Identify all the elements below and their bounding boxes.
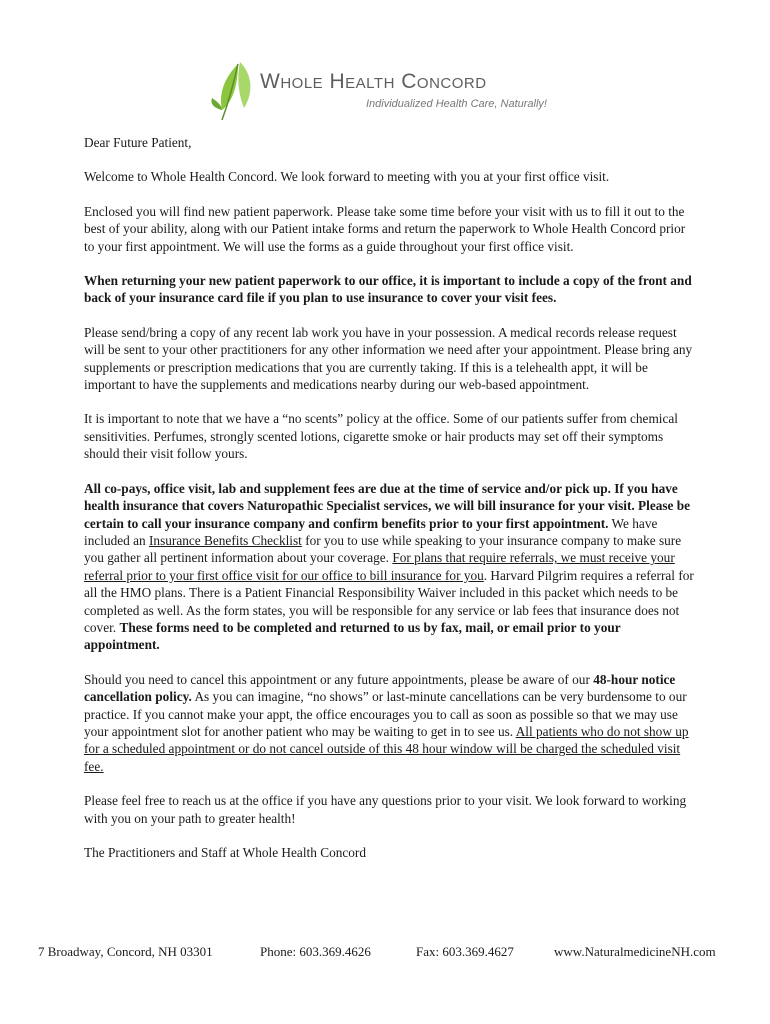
referral-notice: For plans that require referrals, we must receive your referral prior to your first office visit for our office to bill insurance for you (84, 550, 675, 583)
footer-fax: Fax: 603.369.4627 (416, 944, 514, 959)
logo-tagline: Individualized Health Care, Naturally! (366, 98, 547, 110)
logo (208, 58, 568, 124)
forms-notice: These forms need to be completed and returned to us by fax, mail, or email prior to your appointment. (84, 619, 621, 653)
cancellation-text-2: As you can imagine, “no shows” or last-minute cancellations can be very burdensome to our practice. If you cannot make your appt, the office encourages you to call as soon as possible so that we may use your appointment slot for another patient who may be waiting to get in to see us. (84, 689, 687, 739)
paragraph-paperwork: Enclosed you will find new patient paperwork. Please take some time before your visit with us to fill it out to the best of your ability, along with our Patient intake forms and return the paperwork to Whole Health Concord prior to your first appointment. We will use the forms as a guide throughout your first office visit. (84, 203, 686, 254)
paragraph-insurance-card (84, 272, 694, 307)
paragraph-no-scents: It is important to note that we have a “no scents” policy at the office. Some of our patients suffer from chemical sensitivities. Perfumes, strongly scented lotions, cigarette smoke or hair products may set off their symptoms should their visit follow yours. (84, 411, 678, 462)
salutation: Dear Future Patient, (84, 135, 192, 150)
signoff: The Practitioners and Staff at Whole Health Concord (84, 845, 366, 860)
cancellation-policy: 48-hour notice cancellation policy. (84, 671, 676, 705)
fees-text-3: . Harvard Pilgrim requires a referral for all the HMO plans. There is a Patient Financial Responsibility Waiver included in this packet which needs to be completed as well. As the form states, you will be responsible for any service or lab fees that insurance does not cover. (84, 567, 694, 635)
paragraph-fees (84, 480, 694, 654)
footer-website[interactable]: www.NaturalmedicineNH.com (554, 944, 716, 959)
logo-name: Whole Health Concord (260, 70, 487, 93)
no-show-fee-notice: All patients who do not show up for a scheduled appointment or do not cancel outside of this 48 hour window will be charged the scheduled visit fee. (84, 723, 689, 774)
paragraph-cancellation (84, 671, 694, 775)
cancellation-text-1: Should you need to cancel this appointment or any future appointments, please be aware of our (84, 671, 594, 687)
insurance-card-notice: When returning your new patient paperwork to our office, it is important to include a copy of the front and back of your insurance card file if you plan to use insurance to cover your visit fees. (84, 273, 692, 306)
paragraph-lab-work: Please send/bring a copy of any recent lab work you have in your possession. A medical records release request will be sent to your other practitioners for any other information we need after your appointment. Please bring any supplements or prescription medications that you are currently taking. If this is a telehealth appt, it will be important to have the supplements and medications nearby during our web-based appointment. (84, 324, 693, 393)
fees-text-2: for you to use while speaking to your insurance company to make sure you gather all pertinent information about your coverage. (84, 532, 682, 566)
fees-notice: All co-pays, office visit, lab and supplement fees are due at the time of service and/or pick up. If you have health insurance that covers Naturopathic Specialist services, we will bill insurance for your visit. Please be certain to call your insurance company and confirm benefits prior to your first appointment. (84, 480, 691, 531)
footer-address: 7 Broadway, Concord, NH 03301 (38, 944, 213, 959)
paragraph-closing: Please feel free to reach us at the office if you have any questions prior to your visit. We look forward to working with you on your path to greater health! (84, 793, 687, 826)
insurance-checklist-link[interactable]: Insurance Benefits Checklist (149, 532, 302, 548)
paragraph-welcome: Welcome to Whole Health Concord. We look forward to meeting with you at your first office visit. (84, 169, 610, 185)
footer-phone: Phone: 603.369.4626 (260, 944, 371, 959)
leaf-logo-icon (208, 58, 268, 124)
fees-text-1: We have included an (84, 515, 658, 548)
letter-body (84, 134, 694, 878)
